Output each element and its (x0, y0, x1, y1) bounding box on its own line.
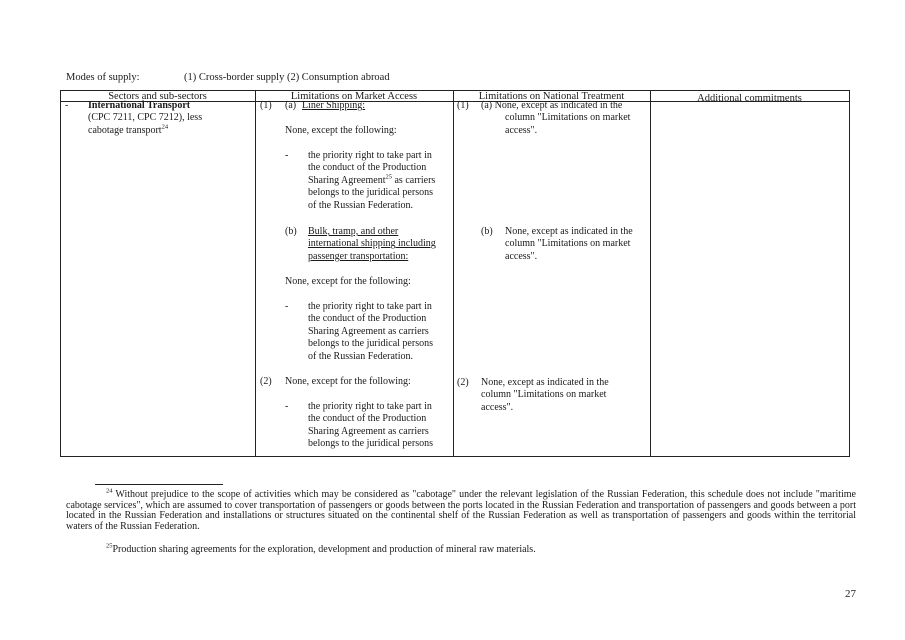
ma-a-label: (a) (285, 100, 297, 111)
sector-cell (88, 100, 253, 137)
ma-mode1-num: (1) (260, 100, 272, 111)
nt-b-l1: None, except as indicated in the (505, 226, 633, 237)
nt-m2-l1: None, except as indicated in the (481, 377, 609, 388)
ma-m2-bullet-dash: - (285, 401, 289, 412)
ma-a-bullet-l2: the conduct of the Production (308, 162, 427, 174)
footnote-25-text: Production sharing agreements for the exploration, development and production of mineral raw materials. (112, 544, 536, 555)
ma-b-none: None, except for the following: (285, 276, 411, 287)
footnote-separator (95, 484, 223, 485)
nt-b-l2: column "Limitations on market (505, 238, 631, 250)
ma-m2-bullet-l2: the conduct of the Production (308, 413, 427, 425)
nt-mode1-num: (1) (457, 100, 469, 111)
nt-a (481, 100, 649, 137)
col-border-4 (849, 90, 850, 457)
nt-a-l1: (a) None, except as indicated in the (481, 100, 623, 111)
modes-of-supply (66, 72, 390, 83)
footnote-24 (66, 487, 856, 532)
header-national-treatment: Limitations on National Treatment (478, 91, 625, 102)
modes-value: (1) Cross-border supply (2) Consumption abroad (184, 72, 390, 83)
ma-b-title-l1: Bulk, tramp, and other (308, 226, 399, 237)
nt-b (505, 226, 649, 263)
ma-b-bullet-l1: the priority right to take part in (308, 301, 432, 312)
ma-b-title-l2: international shipping including (308, 238, 436, 250)
ma-a-none: None, except the following: (285, 125, 397, 136)
sector-title: International Transport (88, 100, 191, 111)
nt-a-l3: access". (505, 124, 538, 136)
col-border-1 (255, 90, 256, 457)
header-additional-commitments: Additional commitments (697, 93, 802, 104)
table-bottom-border-right (650, 456, 850, 457)
ma-m2-bullet (285, 401, 450, 451)
sector-cabotage (88, 125, 253, 137)
ma-b-title (308, 226, 453, 263)
ma-a-bullet-l5: of the Russian Federation. (308, 199, 413, 211)
table-bottom-border (60, 456, 650, 457)
ma-b-bullet-l2: the conduct of the Production (308, 313, 427, 325)
nt-b-l3: access". (505, 250, 538, 262)
ma-a-bullet-l3b: as carriers (391, 174, 436, 186)
col-border-3 (650, 90, 651, 457)
ma-mode2-num: (2) (260, 376, 272, 387)
col-border-0 (60, 90, 61, 457)
footnote-24-text: Without prejudice to the scope of activities which may be considered as "cabotage" under the relevant legislation of the Russian Federation, this schedule does not include "maritime cabotage services", which are assumed to cover transportation of passengers or goods between the ports located in the Russian Federation and transportation of passengers and goods between a port located in the Russian Federation and installations or structures situated on the continental shelf of the Russian Federation as well as transportation of passengers and goods within the territorial waters of the Russian Federation. (66, 489, 856, 532)
footnote-25-num: 25 (106, 542, 113, 550)
nt-a-l2: column "Limitations on market (505, 112, 631, 124)
col-border-2 (453, 90, 454, 457)
ma-a-bullet-l4: belongs to the juridical persons (308, 187, 433, 199)
ma-b-title-l3: passenger transportation: (308, 250, 409, 262)
ma-a-bullet-dash: - (285, 150, 289, 161)
footnote-ref-25: 25 (385, 173, 392, 181)
ma-m2-bullet-l4: belongs to the juridical persons (308, 438, 433, 450)
ma-a-title: Liner Shipping: (302, 100, 366, 111)
footnote-25 (66, 542, 856, 556)
modes-label: Modes of supply: (66, 72, 140, 83)
ma-a-bullet (285, 150, 450, 212)
footnote-ref-24: 24 (161, 123, 169, 131)
ma-b-bullet (285, 301, 450, 363)
sector-dash: - (65, 100, 69, 111)
header-market-access: Limitations on Market Access (290, 91, 418, 102)
ma-b-bullet-l3: Sharing Agreement as carriers (308, 325, 429, 337)
ma-mode2-none: None, except for the following: (285, 376, 411, 387)
nt-b-label: (b) (481, 226, 493, 237)
schedule-table (60, 90, 850, 457)
sector-cpc: (CPC 7211, CPC 7212), less (88, 112, 203, 124)
ma-m2-bullet-l1: the priority right to take part in (308, 401, 432, 412)
sector-cabotage-text: cabotage transport (88, 124, 162, 136)
page-number: 27 (845, 588, 856, 600)
nt-mode2-num: (2) (457, 377, 469, 388)
ma-a-bullet-l3a: Sharing Agreement (308, 174, 386, 186)
ma-a-bullet-l1: the priority right to take part in (308, 150, 432, 161)
ma-b-bullet-dash: - (285, 301, 289, 312)
footnote-24-num: 24 (106, 487, 113, 495)
ma-m2-bullet-l3: Sharing Agreement as carriers (308, 425, 429, 437)
nt-m2 (481, 377, 649, 414)
header-sectors: Sectors and sub-sectors (108, 91, 207, 102)
nt-m2-l2: column "Limitations on market (481, 389, 607, 401)
ma-b-label: (b) (285, 226, 297, 237)
ma-b-bullet-l5: of the Russian Federation. (308, 350, 413, 362)
nt-m2-l3: access". (481, 401, 514, 413)
ma-b-bullet-l4: belongs to the juridical persons (308, 338, 433, 350)
